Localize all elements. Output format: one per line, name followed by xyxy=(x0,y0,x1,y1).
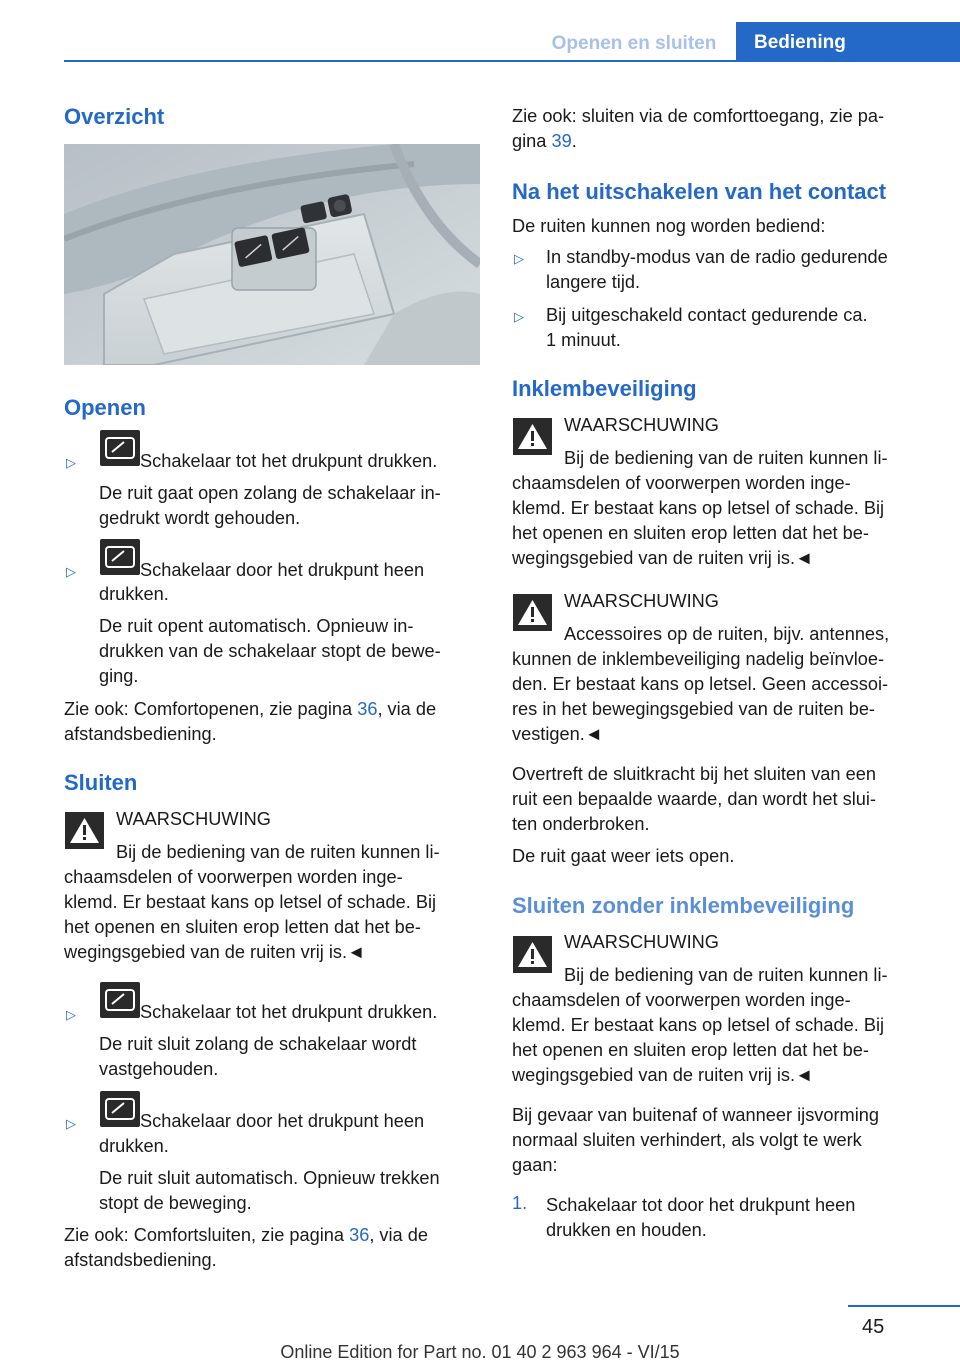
step-1-line2: drukken en houden. xyxy=(546,1220,707,1240)
warning-line: wegingsgebied van de ruiten vrij is.◄ xyxy=(64,942,366,962)
warning-line: Bij de bediening van de ruiten kunnen li‐ xyxy=(116,842,440,862)
edition-text: Online Edition for Part no. 01 40 2 963 964 - VI/15 xyxy=(280,1342,680,1362)
warning-line: res in het bewegingsgebied van de ruiten be‐ xyxy=(512,699,875,719)
close-item-2-line2: drukken. xyxy=(99,1136,169,1156)
chapter-tab[interactable]: Bediening xyxy=(736,22,960,62)
page-link-36[interactable]: 36 xyxy=(357,699,378,719)
close-item-1-line3: vastgehouden. xyxy=(99,1059,219,1079)
warning-line: klemd. Er bestaat kans op letsel of schade. Bij xyxy=(512,1015,885,1035)
open-item-2-line4: drukken van de schakelaar stopt de bewe‐ xyxy=(99,641,441,661)
warning-triangle-icon xyxy=(65,812,104,849)
pinch-protection-heading: Inklembeveiliging xyxy=(512,376,697,401)
warning-line: wegingsgebied van de ruiten vrij is.◄ xyxy=(512,1065,814,1085)
open-item-2-line2: drukken. xyxy=(99,584,169,604)
warning-line: chaamsdelen of voorwerpen worden inge‐ xyxy=(512,990,851,1010)
see-also-text: Zie ook: Comfortsluiten, zie pagina xyxy=(64,1225,350,1245)
window-switch-photo xyxy=(64,144,480,365)
warning-line: Bij de bediening van de ruiten kunnen li‐ xyxy=(564,448,888,468)
step-1-line1: Schakelaar tot door het drukpunt heen xyxy=(546,1195,856,1215)
warning-line: het openen en sluiten erop letten dat het be‐ xyxy=(64,917,421,937)
warning-line: Accessoires op de ruiten, bijv. antennes, xyxy=(564,624,890,644)
header-rule xyxy=(64,60,960,62)
force-text-line: ruit een bepaalde waarde, dan wordt het slui‐ xyxy=(512,789,876,809)
warning-line: den. Er bestaat kans op letsel. Geen accessoi‐ xyxy=(512,674,889,694)
warning-label: WAARSCHUWING xyxy=(564,415,719,435)
open-item-1-line2: De ruit gaat open zolang de schakelaar in‐ xyxy=(99,483,441,503)
see-also-text: , via de xyxy=(369,1225,428,1245)
close-see-also xyxy=(64,1223,428,1248)
page-link-39[interactable]: 39 xyxy=(551,131,572,151)
close-item-2-line3: De ruit sluit automatisch. Opnieuw trekken xyxy=(99,1168,440,1188)
close-item-2-line4: stopt de beweging. xyxy=(99,1193,252,1213)
after-ignition-intro: De ruiten kunnen nog worden bediend: xyxy=(512,216,826,236)
close-see-also-line2: afstandsbediening. xyxy=(64,1250,217,1270)
open-heading: Openen xyxy=(64,395,146,420)
reopen-text: De ruit gaat weer iets open. xyxy=(512,846,735,866)
page-number: 45 xyxy=(862,1316,885,1338)
after-item-2-line2: 1 minuut. xyxy=(546,330,621,350)
danger-text-line: normaal sluiten verhindert, als volgt te werk xyxy=(512,1130,862,1150)
danger-text-line: Bij gevaar van buitenaf of wanneer ijsvorming xyxy=(512,1105,879,1125)
warning-triangle-icon xyxy=(513,936,552,973)
see-also-text: Zie ook: Comfortopenen, zie pagina xyxy=(64,699,358,719)
warning-line: wegingsgebied van de ruiten vrij is.◄ xyxy=(512,548,814,568)
open-item-2-line1: Schakelaar door het drukpunt heen xyxy=(140,560,425,580)
open-item-1-line1: Schakelaar tot het drukpunt drukken. xyxy=(140,451,438,471)
footer-rule xyxy=(848,1305,960,1307)
close-heading: Sluiten xyxy=(64,770,138,795)
warning-line: klemd. Er bestaat kans op letsel of schade. Bij xyxy=(512,498,885,518)
window-switch-icon xyxy=(100,430,140,466)
close-item-1-line1: Schakelaar tot het drukpunt drukken. xyxy=(140,1002,438,1022)
after-ignition-heading: Na het uitschakelen van het contact xyxy=(512,179,887,204)
bullet-triangle-icon: ▷ xyxy=(514,309,524,324)
open-item-2-line5: ging. xyxy=(99,666,139,686)
warning-label: WAARSCHUWING xyxy=(116,809,271,829)
warning-line: het openen en sluiten erop letten dat het be‐ xyxy=(512,1040,869,1060)
warning-line: chaamsdelen of voorwerpen worden inge‐ xyxy=(64,867,403,887)
warning-line: kunnen de inklembeveiliging nadelig beïnvloe‐ xyxy=(512,649,885,669)
warning-line: vestigen.◄ xyxy=(512,724,603,744)
close-item-1-line2: De ruit sluit zolang de schakelaar wordt xyxy=(99,1034,417,1054)
bullet-triangle-icon: ▷ xyxy=(66,1007,76,1022)
no-pinch-heading: Sluiten zonder inklembeveiliging xyxy=(512,893,855,918)
window-switch-icon xyxy=(100,982,140,1018)
open-see-also xyxy=(64,697,436,722)
warning-line: klemd. Er bestaat kans op letsel of schade. Bij xyxy=(64,892,437,912)
open-item-2-line3: De ruit opent automatisch. Opnieuw in‐ xyxy=(99,616,414,636)
window-switch-icon xyxy=(100,1091,140,1127)
see-also-text: gina xyxy=(512,131,552,151)
danger-text-line: gaan: xyxy=(512,1155,558,1175)
warning-label: WAARSCHUWING xyxy=(564,591,719,611)
warning-line: Bij de bediening van de ruiten kunnen li‐ xyxy=(564,965,888,985)
see-also-text: , via de xyxy=(377,699,437,719)
bullet-triangle-icon: ▷ xyxy=(66,564,76,579)
comfort-access-see-also: Zie ook: sluiten via de comforttoegang, zie pa‐ xyxy=(512,106,885,126)
warning-line: het openen en sluiten erop letten dat het be‐ xyxy=(512,523,869,543)
warning-triangle-icon xyxy=(513,594,552,631)
see-also-text: . xyxy=(571,131,577,151)
window-switch-icon xyxy=(100,539,140,575)
after-item-1-line2: langere tijd. xyxy=(546,272,641,292)
warning-triangle-icon xyxy=(513,418,552,455)
bullet-triangle-icon: ▷ xyxy=(66,455,76,470)
open-see-also-line2: afstandsbediening. xyxy=(64,724,217,744)
overview-heading: Overzicht xyxy=(64,104,165,129)
step-number: 1. xyxy=(512,1193,528,1213)
warning-line: chaamsdelen of voorwerpen worden inge‐ xyxy=(512,473,851,493)
warning-label: WAARSCHUWING xyxy=(564,932,719,952)
comfort-access-see-also-line2 xyxy=(512,129,577,154)
page-header xyxy=(0,0,960,62)
section-tab[interactable]: Openen en sluiten xyxy=(551,33,717,54)
after-item-2-line1: Bij uitgeschakeld contact gedurende ca. xyxy=(546,305,868,325)
after-item-1-line1: In standby-modus van de radio gedurende xyxy=(546,247,888,267)
force-text-line: Overtreft de sluitkracht bij het sluiten van een xyxy=(512,764,876,784)
force-text-line: ten onderbroken. xyxy=(512,814,650,834)
bullet-triangle-icon: ▷ xyxy=(514,251,524,266)
page-link-36[interactable]: 36 xyxy=(349,1225,370,1245)
close-item-2-line1: Schakelaar door het drukpunt heen xyxy=(140,1111,425,1131)
bullet-triangle-icon: ▷ xyxy=(66,1116,76,1131)
open-item-1-line3: gedrukt wordt gehouden. xyxy=(99,508,301,528)
